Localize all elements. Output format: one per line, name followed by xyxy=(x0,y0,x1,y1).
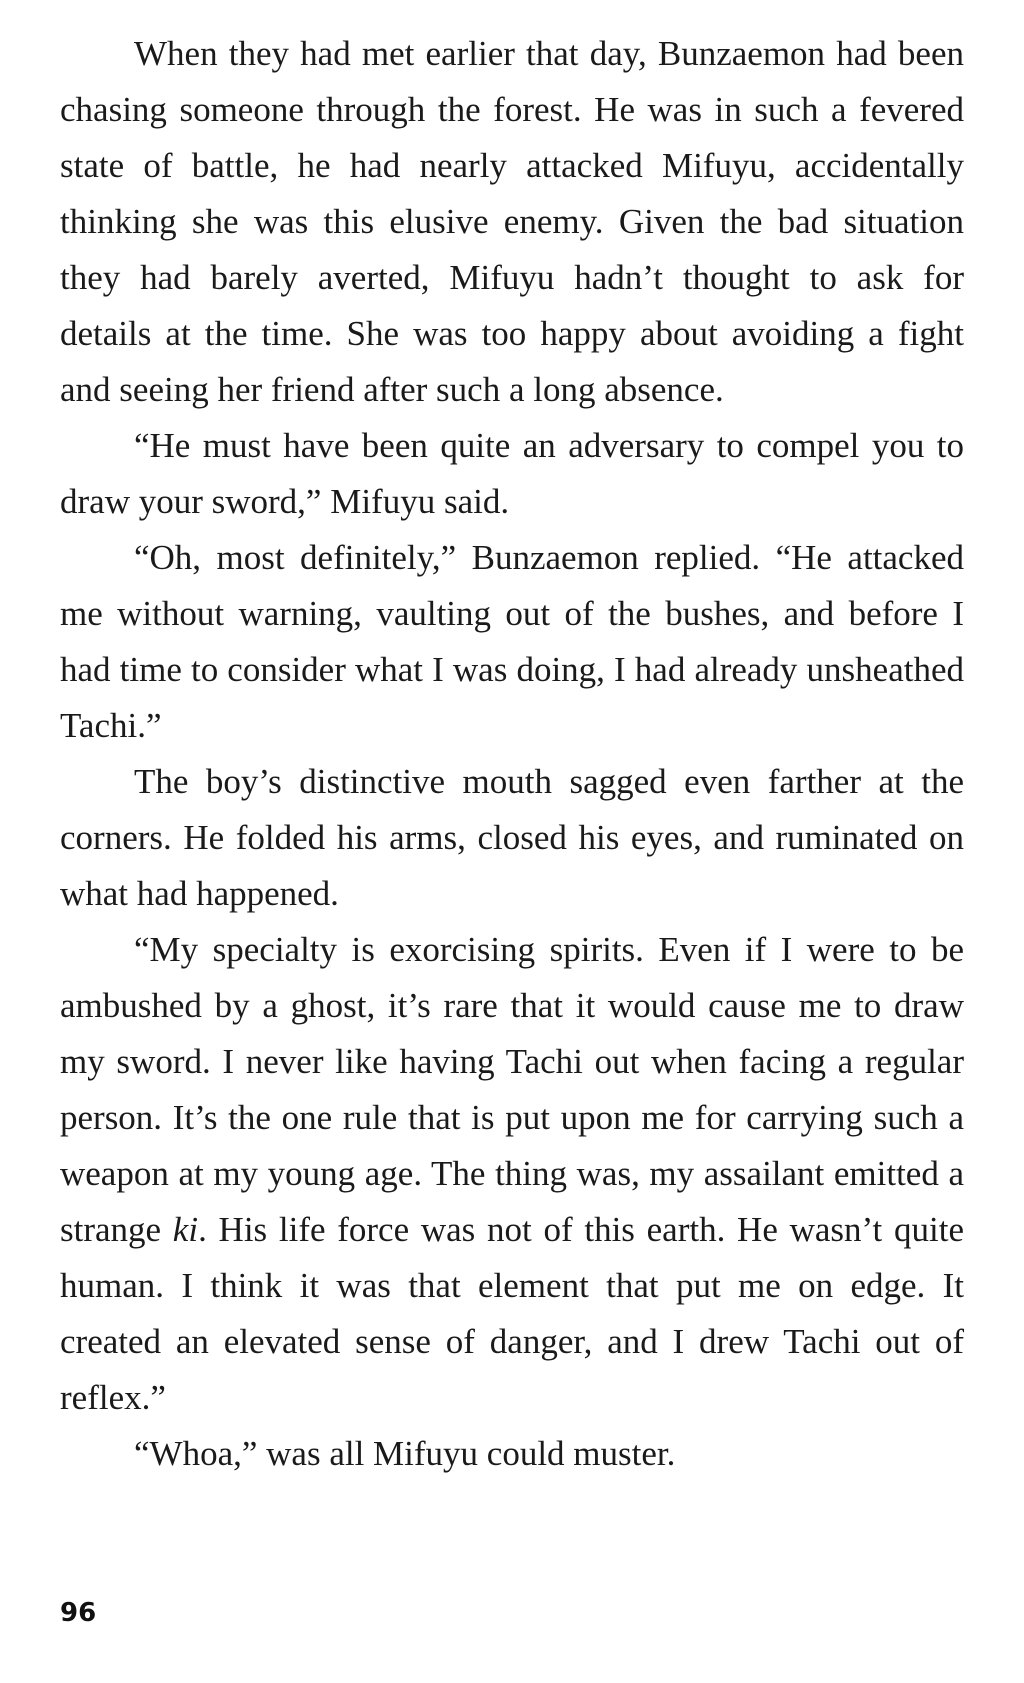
paragraph-2-text: “He must have been quite an adversary to compel you to draw your sword,” Mifuyu said. xyxy=(60,426,964,521)
paragraph-4-text: The boy’s distinctive mouth sagged even farther at the corners. He folded his arms, closed his eyes, and ruminated on what had happened. xyxy=(60,762,964,913)
paragraph-5 xyxy=(60,922,964,1426)
paragraph-3 xyxy=(60,530,964,754)
paragraph-5-text-part-2: . His life force was not of this earth. He wasn’t quite human. I think it was that element that put me on edge. It created an elevated sense of danger, and I drew Tachi out of reflex.” xyxy=(60,1210,964,1417)
body-text xyxy=(60,26,964,1482)
paragraph-2 xyxy=(60,418,964,530)
paragraph-1 xyxy=(60,26,964,418)
page-number: 96 xyxy=(60,1598,97,1628)
paragraph-6-text: “Whoa,” was all Mifuyu could muster. xyxy=(134,1434,676,1473)
paragraph-1-text: When they had met earlier that day, Bunzaemon had been chasing someone through the forest. He was in such a fevered state of battle, he had nearly attacked Mifuyu, accidentally thinking she was this elusive enemy. Given the bad situation they had barely averted, Mifuyu hadn’t thought to ask for details at the time. She was too happy about avoiding a fight and seeing her friend after such a long absence. xyxy=(60,34,964,409)
paragraph-5-text-part-1: “My specialty is exorcising spirits. Even if I were to be ambushed by a ghost, it’s rare that it would cause me to draw my sword. I never like having Tachi out when facing a regular person. It’s the one rule that is put upon me for carrying such a weapon at my young age. The thing was, my assailant emitted a strange xyxy=(60,930,964,1249)
paragraph-5-italic-ki: ki xyxy=(172,1210,199,1249)
paragraph-6 xyxy=(60,1426,964,1482)
paragraph-3-text: “Oh, most definitely,” Bunzaemon replied. “He attacked me without warning, vaulting out of the bushes, and before I had time to consider what I was doing, I had already unsheathed Tachi.” xyxy=(60,538,964,745)
paragraph-4 xyxy=(60,754,964,922)
